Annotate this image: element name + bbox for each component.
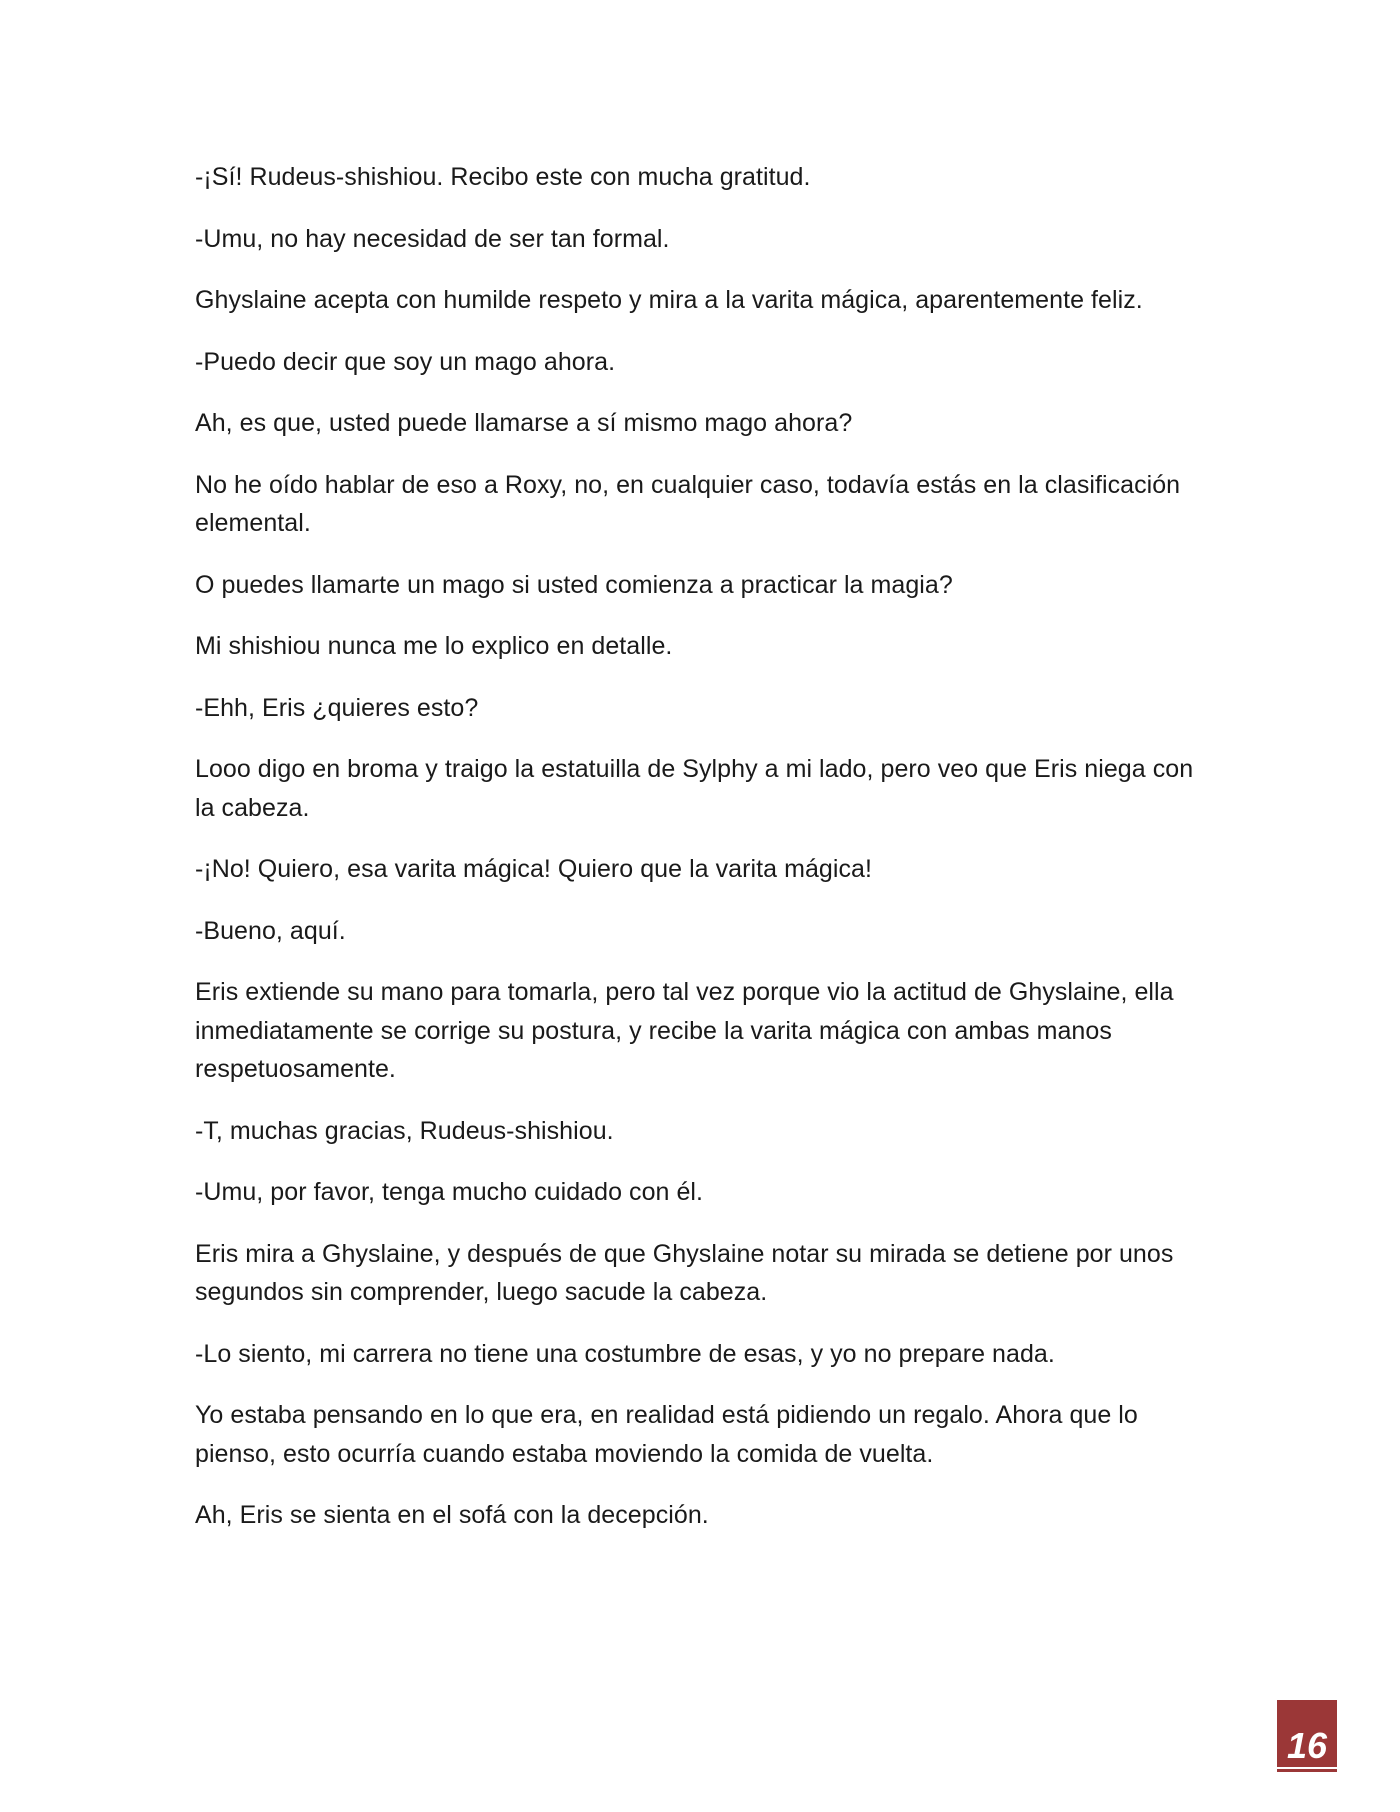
page-number-badge [1277, 1700, 1337, 1772]
paragraph-12: -Bueno, aquí. [195, 916, 346, 945]
paragraph-16: Eris mira a Ghyslaine, y después de que Ghyslaine notar su mirada se detiene por unos segundos sin comprender, luego sacude la cabeza. [195, 1239, 1174, 1306]
paragraph-1: -¡Sí! Rudeus-shishiou. Recibo este con mucha gratitud. [195, 163, 811, 191]
paragraph-9: -Ehh, Eris ¿quieres esto? [195, 693, 479, 722]
paragraph-18: Yo estaba pensando en lo que era, en realidad está pidiendo un regalo. Ahora que lo pienso, esto ocurría cuando estaba moviendo la comida de vuelta. [195, 1401, 1138, 1468]
paragraph-2: -Umu, no hay necesidad de ser tan formal. [195, 224, 670, 253]
paragraph-19: Ah, Eris se sienta en el sofá con la decepción. [195, 1501, 709, 1529]
page-number: 16 [1286, 1725, 1328, 1766]
paragraph-8: Mi shishiou nunca me lo explico en detalle. [195, 632, 673, 660]
paragraph-6: No he oído hablar de eso a Roxy, no, en cualquier caso, todavía estás en la clasificación elemental. [195, 470, 1181, 537]
page-body [195, 158, 1205, 1558]
paragraph-10: Looo digo en broma y traigo la estatuilla de Sylphy a mi lado, pero veo que Eris niega con la cabeza. [195, 755, 1194, 822]
page-number-underline [1277, 1767, 1337, 1769]
paragraph-5: Ah, es que, usted puede llamarse a sí mismo mago ahora? [195, 409, 853, 437]
paragraph-4: -Puedo decir que soy un mago ahora. [195, 347, 616, 376]
paragraph-11: -¡No! Quiero, esa varita mágica! Quiero que la varita mágica! [195, 855, 872, 883]
paragraph-13: Eris extiende su mano para tomarla, pero tal vez porque vio la actitud de Ghyslaine, ella inmediatamente se corrige su postura, y recibe la varita mágica con ambas manos respetuosamente. [195, 978, 1174, 1083]
paragraph-15: -Umu, por favor, tenga mucho cuidado con él. [195, 1178, 704, 1206]
paragraph-14: -T, muchas gracias, Rudeus-shishiou. [195, 1116, 614, 1145]
paragraph-17: -Lo siento, mi carrera no tiene una costumbre de esas, y yo no prepare nada. [195, 1339, 1055, 1368]
paragraph-3: Ghyslaine acepta con humilde respeto y mira a la varita mágica, aparentemente feliz. [195, 286, 1143, 314]
paragraph-7: O puedes llamarte un mago si usted comienza a practicar la magia? [195, 570, 953, 599]
